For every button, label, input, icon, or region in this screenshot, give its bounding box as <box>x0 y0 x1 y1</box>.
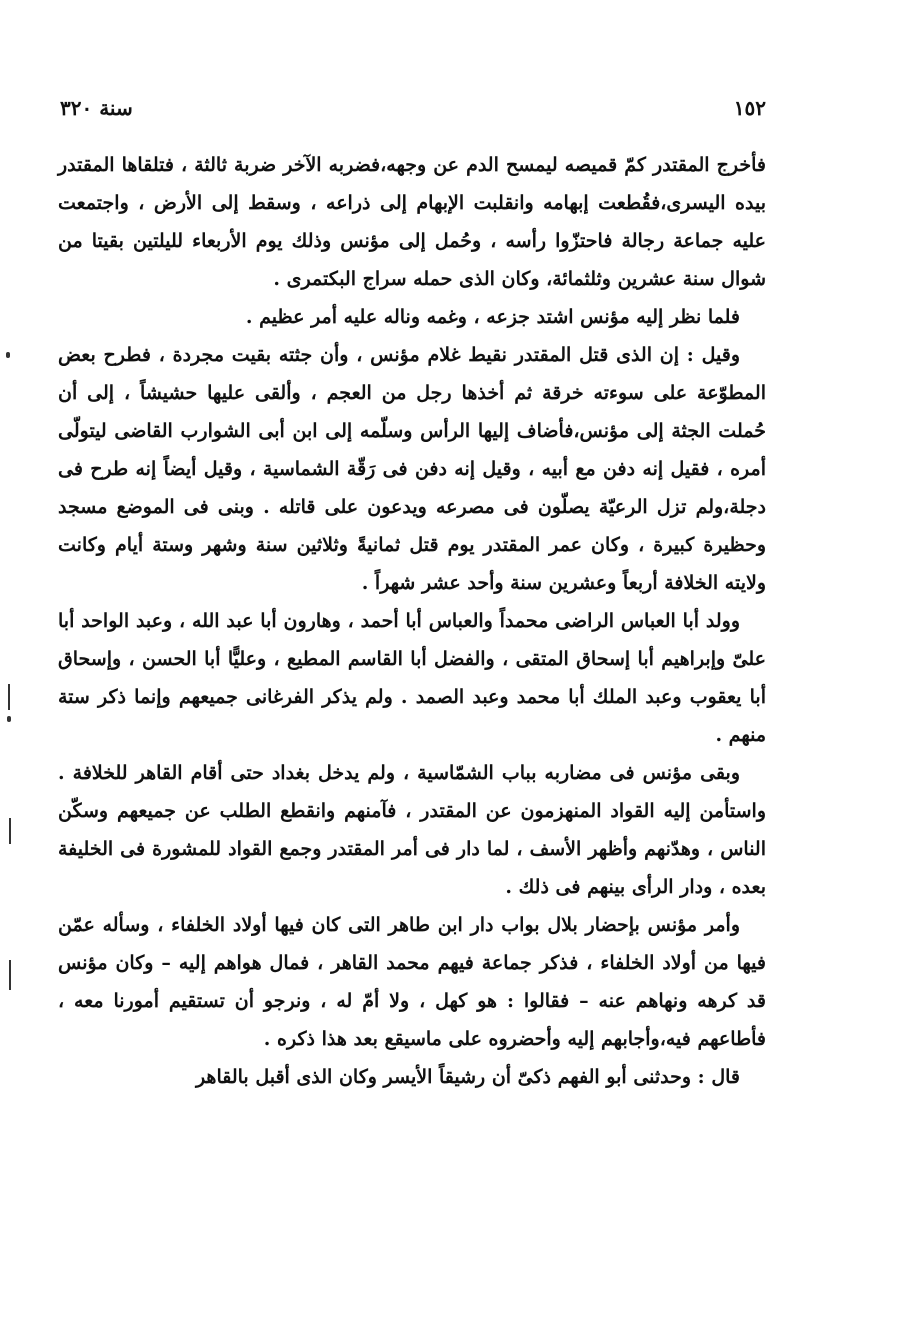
paragraph: وولد أبا العباس الراضى محمداً والعباس أبا أحمد ، وهارون أبا عبد الله ، وعبد الواحد أبا علىّ وإبراهيم أبا إسحاق المتقى ، والفضل أبا القاسم المطيع ، وعليًّا أبا الحسن ، وإسحاق أبا يعقوب وعبد الملك أبا محمد وعبد الصمد . ولم يذكر الفرغانى جميعهم وإنما ذكر ستة منهم . <box>58 610 766 746</box>
page-number: ١٥٢ <box>733 96 766 120</box>
paragraph: فأخرج المقتدر كمّ قميصه ليمسح الدم عن وجهه،فضربه الآخر ضربة ثالثة ، فتلقاها المقتدر بيده اليسرى،فقُطعت إبهامه وانقلبت الإبهام إلى ذراعه ، وسقط إلى الأرض ، واجتمعت عليه جماعة رجالة فاحتزّوا رأسه ، وحُمل إلى مؤنس وذلك يوم الأربعاء لليلتين بقيتا من شوال سنة عشرين وثلثمائة، وكان الذى حمله سراج البكتمرى . <box>58 154 766 290</box>
paragraph: وبقى مؤنس فى مضاربه بباب الشمّاسية ، ولم يدخل بغداد حتى أقام القاهر للخلافة . واستأمن إليه القواد المنهزمون عن المقتدر ، فآمنهم وانقطع الطلب عن جميعهم وسكّن الناس ، وهدّنهم وأظهر الأسف ، لما دار فى أمر المقتدر وجمع القواد للمشورة فى الخليفة بعده ، ودار الرأى بينهم فى ذلك . <box>58 762 766 898</box>
page-header <box>60 96 766 136</box>
scan-artifact-line <box>9 818 11 844</box>
scan-artifact-dot <box>6 352 10 358</box>
paragraph: وقيل : إن الذى قتل المقتدر نقيط غلام مؤنس ، وأن جثته بقيت مجردة ، فطرح بعض المطوّعة على سوءته خرقة ثم أخذها رجل من العجم ، وألقى عليها حشيشاً ، إلى أن حُملت الجثة إلى مؤنس،فأضاف إليها الرأس وسلّمه إلى ابن أبى الشوارب القاضى ليتولّى أمره ، فقيل إنه دفن مع أبيه ، وقيل إنه دفن فى رَقّة الشماسية ، وقيل أيضاً إنه طرح فى دجلة،ولم تزل الرعيّة يصلّون فى مصرعه ويدعون على قاتله . وبنى فى الموضع مسجد وحظيرة كبيرة ، وكان عمر المقتدر يوم قتل ثمانيةً وثلاثين سنة وشهر وستة أيام وكانت ولايته الخلافة أربعاً وعشرين سنة وأحد عشر شهراً . <box>58 344 766 594</box>
scan-artifact-line <box>9 960 11 990</box>
text-body <box>58 146 766 1096</box>
scan-artifact-dot <box>7 716 11 722</box>
paragraph: فلما نظر إليه مؤنس اشتد جزعه ، وغمه وناله عليه أمر عظيم . <box>245 306 740 328</box>
paragraph: قال : وحدثنى أبو الفهم ذكىّ أن رشيقاً الأيسر وكان الذى أقبل بالقاهر <box>195 1066 740 1088</box>
scan-artifact-line <box>8 684 10 710</box>
paragraph: وأمر مؤنس بإحضار بلال بواب دار ابن طاهر التى كان فيها أولاد الخلفاء ، وسأله عمّن فيها من أولاد الخلفاء ، فذكر جماعة فيهم محمد القاهر ، فمال هواهم إليه – وكان مؤنس قد كرهه ونهاهم عنه – فقالوا : هو كهل ، ولا أمّ له ، ونرجو أن تستقيم أمورنا معه ، فأطاعهم فيه،وأجابهم إليه وأحضروه على ماسيقع بعد هذا ذكره . <box>58 914 766 1050</box>
running-head-year: سنة ٣٢٠ <box>60 96 133 120</box>
